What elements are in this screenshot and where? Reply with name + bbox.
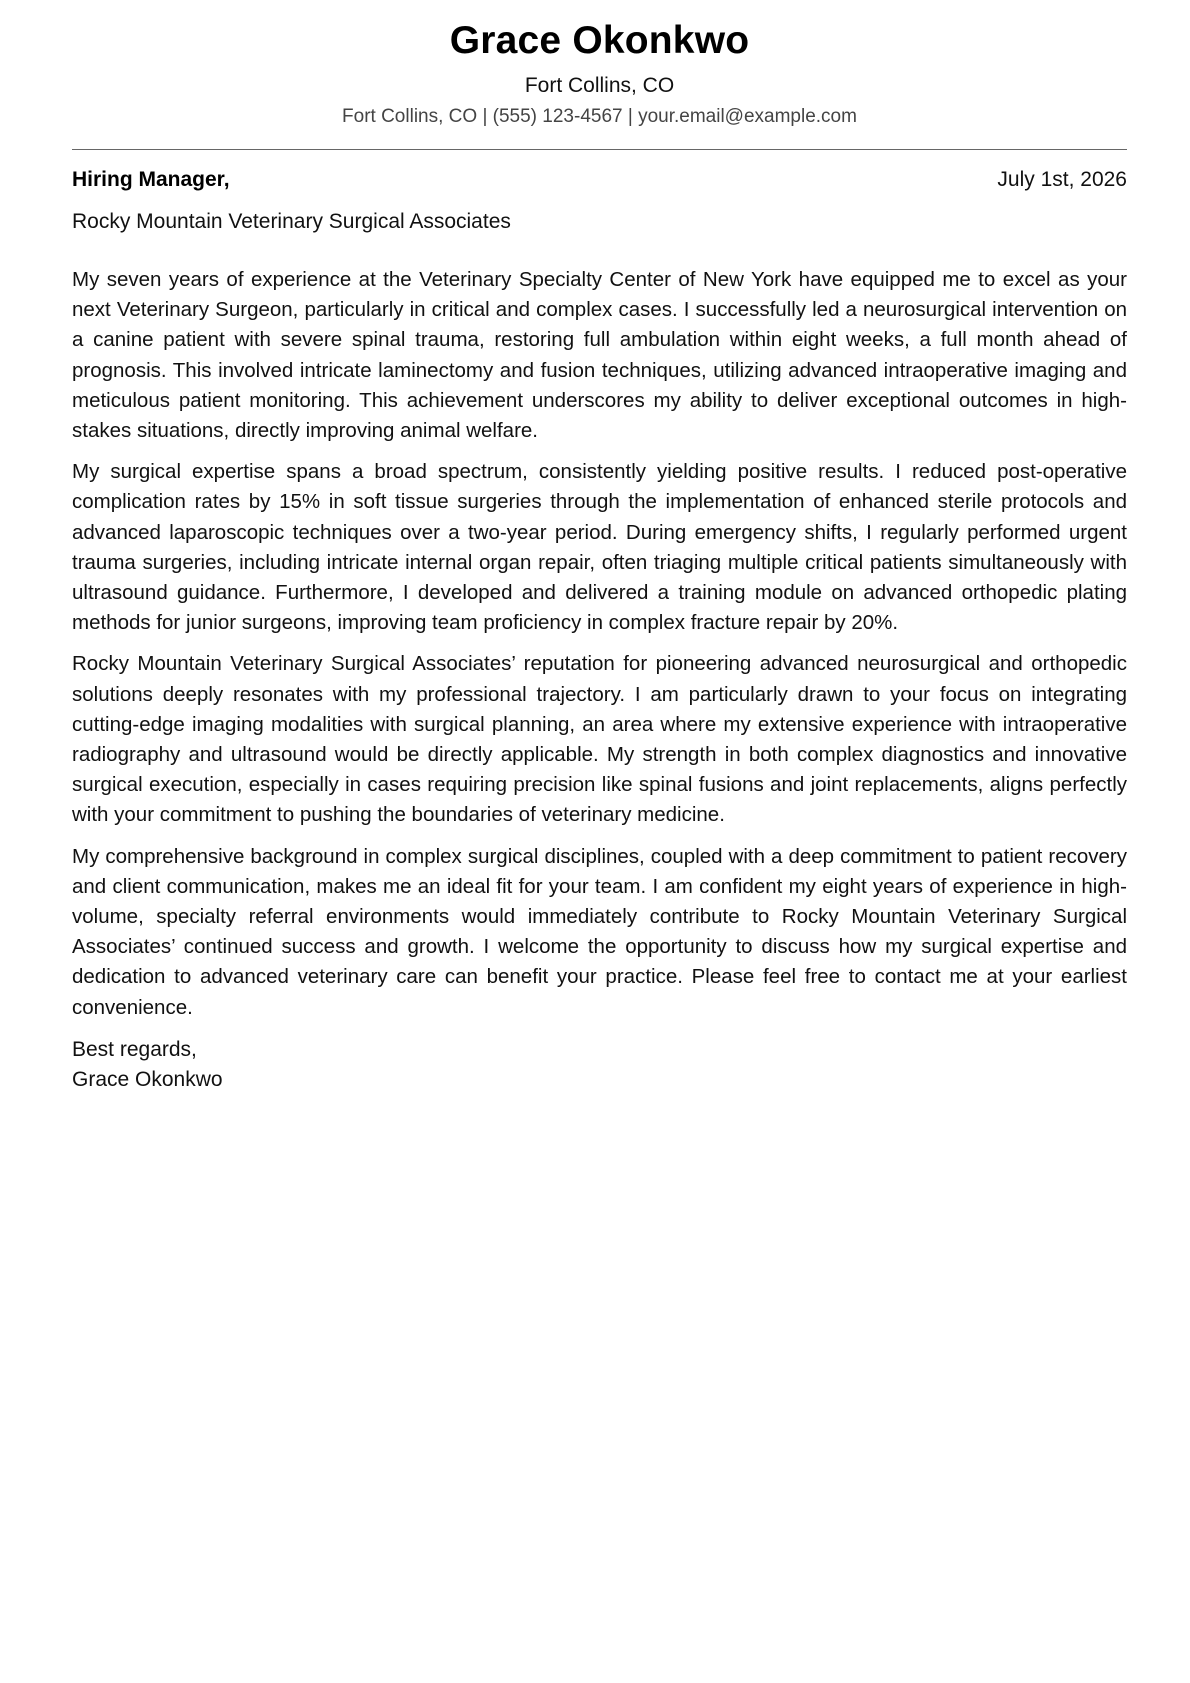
cover-letter-page bbox=[72, 0, 1127, 1095]
header-divider bbox=[72, 149, 1127, 150]
applicant-name: Grace Okonkwo bbox=[449, 19, 750, 62]
letter-closing bbox=[72, 1035, 1127, 1095]
recipient-salutation: Hiring Manager, bbox=[72, 168, 230, 191]
closing-phrase: Best regards, bbox=[72, 1037, 197, 1061]
letter-body bbox=[72, 265, 1127, 1023]
body-paragraph: My comprehensive background in complex surgical disciplines, coupled with a deep commitment to patient recovery and client communication, makes me an ideal fit for your team. I am confident my eight years of experience in high-volume, specialty referral environments would immediately contribute to Rocky Mountain Veterinary Surgical Associates’ continued success and growth. I welcome the opportunity to discuss how my surgical expertise and dedication to advanced veterinary care can benefit your practice. Please feel free to contact me at your earliest convenience. bbox=[72, 844, 1127, 1019]
contact-line: Fort Collins, CO | (555) 123-4567 | your.email@example.com bbox=[342, 106, 857, 127]
applicant-location: Fort Collins, CO bbox=[524, 74, 675, 97]
body-paragraph: Rocky Mountain Veterinary Surgical Associates’ reputation for pioneering advanced neurosurgical and orthopedic solutions deeply resonates with my professional trajectory. I am particularly drawn to your focus on integrating cutting-edge imaging modalities with surgical planning, an area where my extensive experience with intraoperative radiography and ultrasound would be directly applicable. My strength in both complex diagnostics and innovative surgical execution, especially in cases requiring precision like spinal fusions and joint replacements, aligns perfectly with your commitment to pushing the boundaries of veterinary medicine. bbox=[72, 652, 1127, 827]
letter-meta-row bbox=[72, 167, 1127, 193]
company-name: Rocky Mountain Veterinary Surgical Associates bbox=[72, 210, 511, 233]
letter-date: July 1st, 2026 bbox=[997, 168, 1127, 191]
body-paragraph: My surgical expertise spans a broad spectrum, consistently yielding positive results. I reduced post-operative complication rates by 15% in soft tissue surgeries through the implementation of enhanced sterile protocols and advanced laparoscopic techniques over a two-year period. During emergency shifts, I regularly performed urgent trauma surgeries, including intricate internal organ repair, often triaging multiple critical patients simultaneously with ultrasound guidance. Furthermore, I developed and delivered a training module on advanced orthopedic plating methods for junior surgeons, improving team proficiency in complex fracture repair by 20%. bbox=[72, 460, 1127, 635]
body-paragraph: My seven years of experience at the Veterinary Specialty Center of New York have equipped me to excel as your next Veterinary Surgeon, particularly in critical and complex cases. I successfully led a neurosurgical intervention on a canine patient with severe spinal trauma, restoring full ambulation within eight weeks, a full month ahead of prognosis. This involved intricate laminectomy and fusion techniques, utilizing advanced intraoperative imaging and meticulous patient monitoring. This achievement underscores my ability to deliver exceptional outcomes in high-stakes situations, directly improving animal welfare. bbox=[72, 268, 1127, 443]
signature-name: Grace Okonkwo bbox=[72, 1067, 223, 1091]
